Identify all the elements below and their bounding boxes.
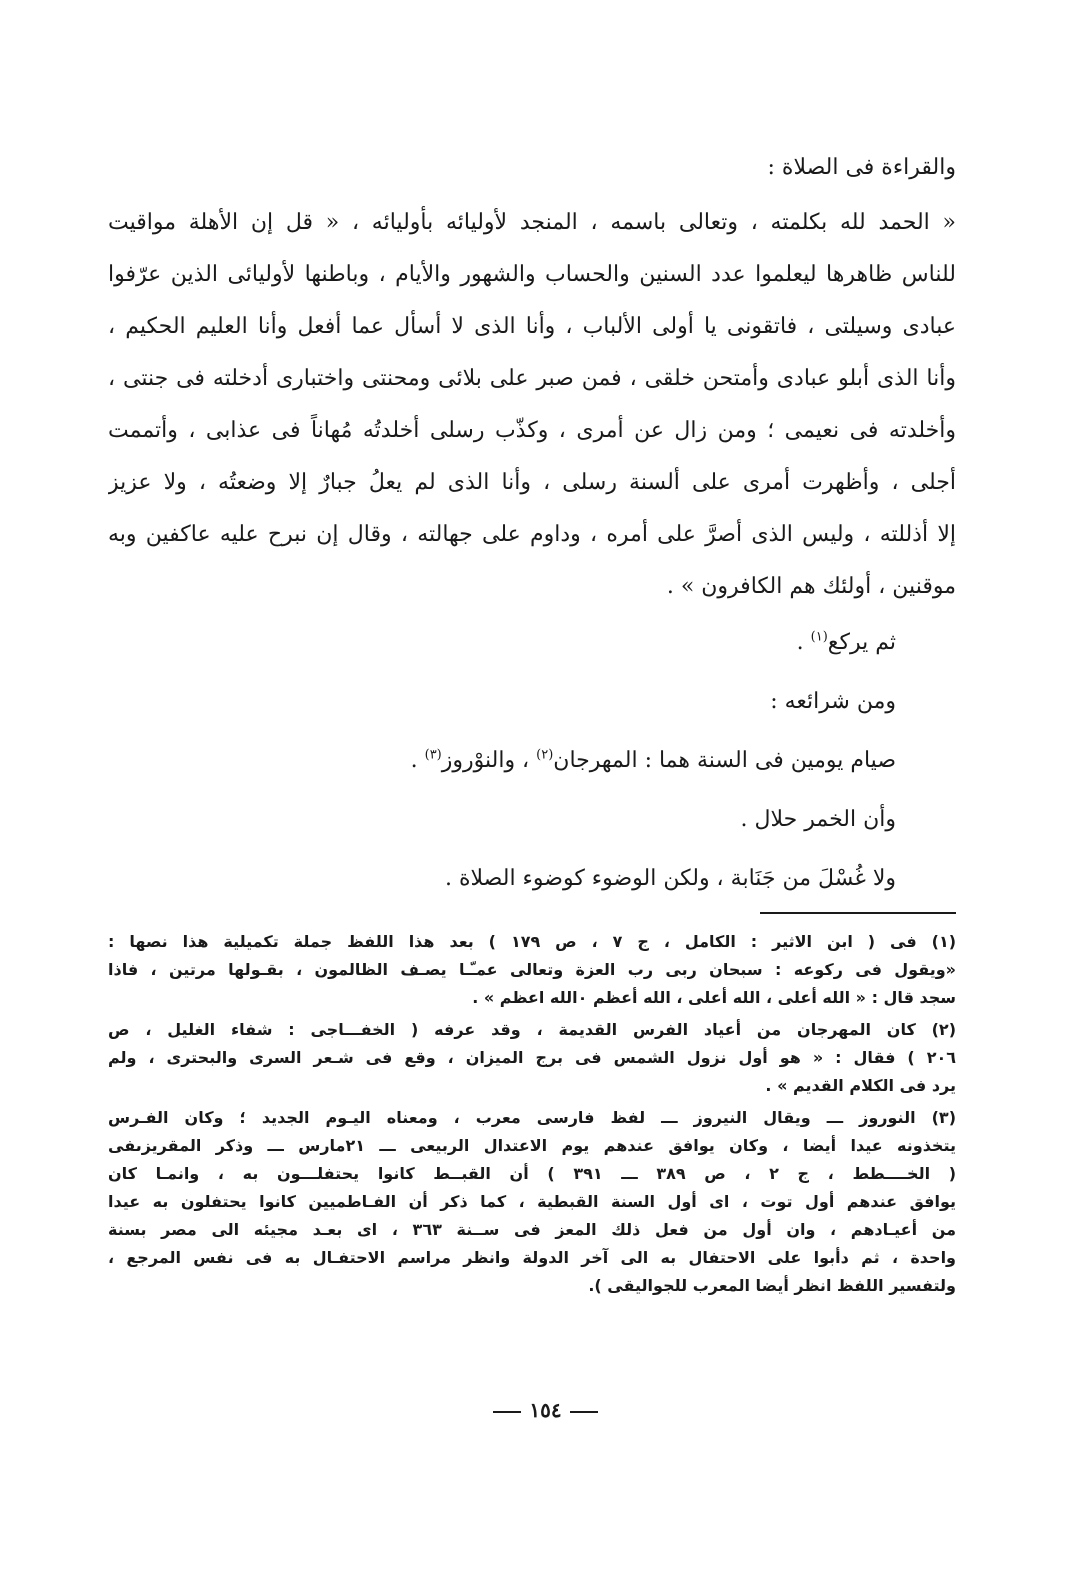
footnote-line: (٣) النوروز ـــ ويقال النيروز ـــ لفظ فارسى معرب ، ومعناه اليـوم الجديد ؛ وكان الفـرس	[108, 1108, 956, 1127]
footnote-ref-2[interactable]: (٢)	[536, 747, 554, 763]
footnote-line: يرد فى الكلام القديم » .	[765, 1076, 956, 1095]
footnote-3	[108, 1104, 956, 1300]
section-heading: والقراءة فى الصلاة :	[767, 155, 956, 180]
fasting-text: صيام يومين فى السنة هما : المهرجان	[553, 748, 896, 773]
ruku-tail: .	[796, 630, 811, 655]
fasting-tail: .	[410, 748, 425, 773]
footnote-line: ولتفسير اللفظ انظر أيضا المعرب للجواليقى ).	[588, 1276, 956, 1295]
footnote-line: سجد قال : « الله أعلى ، الله أعلى ، الله أعظم ٠الله اعظم » .	[472, 988, 956, 1007]
prayer-line: إلا أذللته ، وليس الذى أصرَّ على أمره ، وداوم على جهالته ، وقال إن نبرح عليه عاكفين وبه	[108, 522, 956, 547]
prayer-line: وأخلدته فى نعيمى ؛ ومن زال عن أمرى ، وكذّب رسلى أخلدتُه مُهاناً فى عذابى ، وأتممت	[108, 418, 956, 443]
prayer-line: وأنا الذى أبلو عبادى وأمتحن خلقى ، فمن صبر على بلائى ومحنتى واختبارى أدخلته فى جنتى ،	[108, 366, 956, 391]
fasting-line	[108, 731, 956, 790]
prayer-line: عبادى وسيلتى ، فاتقونى يا أولى الألباب ، وأنا الذى لا أسأل عما أفعل وأنا العليم الحكيم ،	[108, 314, 956, 339]
footnote-line: واحدة ، ثم دأبوا على الاحتفال به الى آخر الدولة وانظر مراسم الاحتفـال به فى نفس المرجع ،	[108, 1248, 956, 1267]
prayer-line: موقنين ، أولئك هم الكافرون » .	[666, 574, 956, 599]
page-number-dash	[493, 1411, 521, 1413]
footnote-ref-1[interactable]: (١)	[810, 629, 828, 645]
prayer-line: أجلى ، وأظهرت أمرى على ألسنة رسلى ، وأنا الذى لم يعلُ جبارٌ إلا وضعتُه ، ولا عزيز	[108, 470, 956, 495]
page-number	[0, 1398, 1091, 1422]
prayer-line: « الحمد لله بكلمته ، وتعالى باسمه ، المنجد لأوليائه بأوليائه ، « قل إن الأهلة مواقيت	[108, 210, 956, 235]
footnote-line: (١) فى ( ابن الاثير : الكامل ، ج ٧ ، ص ١٧٩ ) بعد هذا اللفظ جملة تكميلية هذا نصها :	[108, 932, 956, 951]
footnote-line: ٢٠٦ ) فقال : « هو أول نزول الشمس فى برج الميزان ، وقع فى شـعر السرى والبحترى ، ولم	[108, 1048, 956, 1067]
footnote-line: من أعيـادهم ، وان أول من فعل ذلك المعز فى ســنة ٣٦٣ ، اى بعـد مجيئه الى مصر بسنة	[108, 1220, 956, 1239]
footnote-1	[108, 928, 956, 1012]
prayer-paragraph	[108, 197, 956, 613]
wine-line: وأن الخمر حلال .	[740, 807, 896, 832]
footnotes	[108, 928, 956, 1304]
prayer-line: للناس ظاهرها ليعلموا عدد السنين والحساب والشهور والأيام ، وباطنها لأوليائى الذين عرّفوا	[108, 262, 956, 287]
shariah-intro: ومن شرائعه :	[770, 689, 896, 714]
footnote-line: يوافق عندهم أول توت ، اى أول السنة القبطية ، كما ذكر أن الفـاطميين كانوا يحتفلون به عيدا	[108, 1192, 956, 1211]
footnote-divider	[760, 912, 956, 914]
main-text	[108, 138, 956, 908]
ghusl-line: ولا غُسْلَ من جَنَابة ، ولكن الوضوء كوضوء الصلاة .	[445, 866, 896, 891]
ruku-text: ثم يركع	[827, 630, 896, 655]
page-number-dash	[570, 1411, 598, 1413]
ruku-line	[108, 613, 956, 672]
footnote-line: ( الخــــطط ، ج ٢ ، ص ٣٨٩ ـــ ٣٩١ ) أن القبــط كانوا يحتفلـــون به ، وانمـا كان	[108, 1164, 956, 1183]
fasting-mid: ، والنوْروز	[441, 748, 537, 773]
page-number-text: ١٥٤	[529, 1398, 562, 1422]
footnote-ref-3[interactable]: (٣)	[424, 747, 442, 763]
footnote-line: «ويقول فى ركوعه : سبحان ربى رب العزة وتعالى عمـّـا يصـف الظالمون ، بقـولها مرتين ، فاذا	[108, 960, 956, 979]
footnote-line: يتخذونه عيدا أيضا ، وكان يوافق عندهم يوم الاعتدال الربيعى ـــ ٢١مارس ـــ وذكر المقريزىفى	[108, 1136, 956, 1155]
footnote-2	[108, 1016, 956, 1100]
footnote-line: (٢) كان المهرجان من أعياد الفرس القديمة ، وقد عرفه ( الخفـــاجى : شفاء الغليل ، ص	[108, 1020, 956, 1039]
